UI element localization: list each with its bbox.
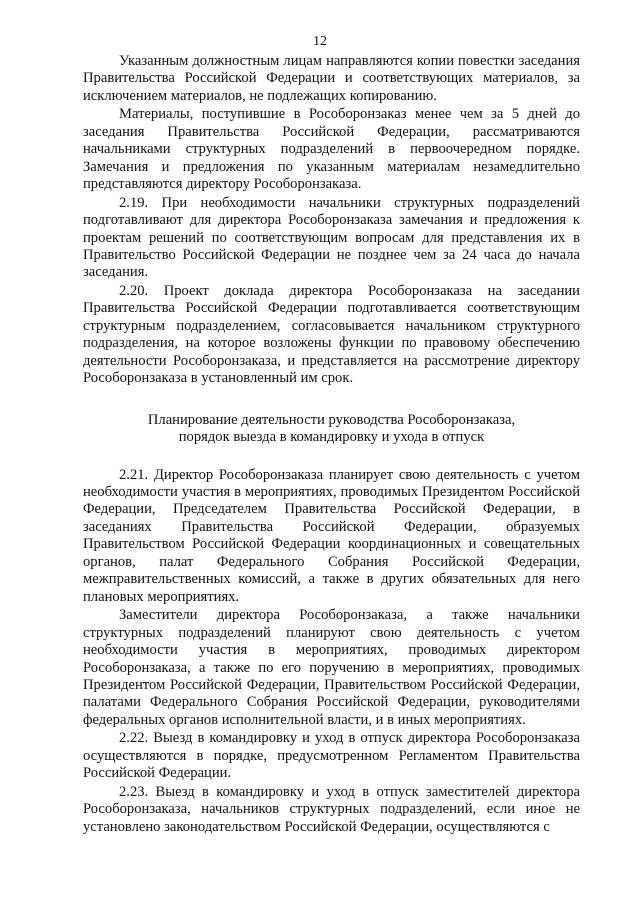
paragraph-materials-received: Материалы, поступившие в Рособоронзаказ менее чем за 5 дней до заседания Правительства Российской Федерации, рассматриваются начальниками структурных подразделений в первоочередном порядке. Замечания и предложения по указанным материалам незамедлительно представляются директору Рособоронзаказа.: [83, 106, 580, 193]
paragraph-2-23: 2.23. Выезд в командировку и уход в отпуск заместителей директора Рособоронзаказа, начальников структурных подразделений, если иное не установлено законодательством Российской Федерации, осуществляются с: [83, 783, 580, 835]
section-heading: [83, 412, 580, 447]
paragraph-2-22: 2.22. Выезд в командировку и уход в отпуск директора Рособоронзаказа осуществляются в порядке, предусмотренном Регламентом Правительства Российской Федерации.: [83, 730, 580, 782]
section-heading-line-1: Планирование деятельности руководства Рособоронзаказа,: [147, 411, 516, 428]
paragraph-2-20: 2.20. Проект доклада директора Рособоронзаказа на заседании Правительства Российской Федерации подготавливается соответствующим структурным подразделением, согласовывается начальником структурного подразделения, на которое возложены функции по правовому обеспечению деятельности Рособоронзаказа, и представляется на рассмотрение директору Рособоронзаказа в установленный им срок.: [83, 282, 580, 387]
document-body: [83, 53, 580, 837]
paragraph-copies-of-agenda: Указанным должностным лицам направляются копии повестки заседания Правительства Российской Федерации и соответствующих материалов, за исключением материалов, не подлежащих копированию.: [83, 53, 580, 104]
paragraph-2-21: 2.21. Директор Рособоронзаказа планирует свою деятельность с учетом необходимости участия в мероприятиях, проводимых Президентом Российской Федерации, Председателем Правительства Российской Федерации, в заседаниях Правительства Российской Федерации, образуемых Правительством Российской Федерации координационных и совещательных органов, палат Федерального Собрания Российской Федерации, межправительственных комиссий, а также в других обязательных для него плановых мероприятиях.: [83, 466, 580, 605]
page-number: 12: [313, 34, 327, 49]
paragraph-2-19: 2.19. При необходимости начальники структурных подразделений подготавливают для директора Рособоронзаказа замечания и предложения к проектам решений по соответствующим вопросам для представления их в Правительство Российской Федерации не позднее чем за 24 часа до начала заседания.: [83, 194, 580, 281]
paragraph-deputies-planning: Заместители директора Рособоронзаказа, а также начальники структурных подразделений планируют свою деятельность с учетом необходимости участия в мероприятиях, проводимых директором Рособоронзаказа, а также по его поручению в мероприятиях, проводимых Президентом Российской Федерации, Правительством Российской Федерации, палатами Федерального Собрания Российской Федерации, руководителями федеральных органов исполнительной власти, и в иных мероприятиях.: [83, 607, 580, 728]
section-heading-line-2: порядок выезда в командировку и ухода в отпуск: [178, 429, 485, 446]
